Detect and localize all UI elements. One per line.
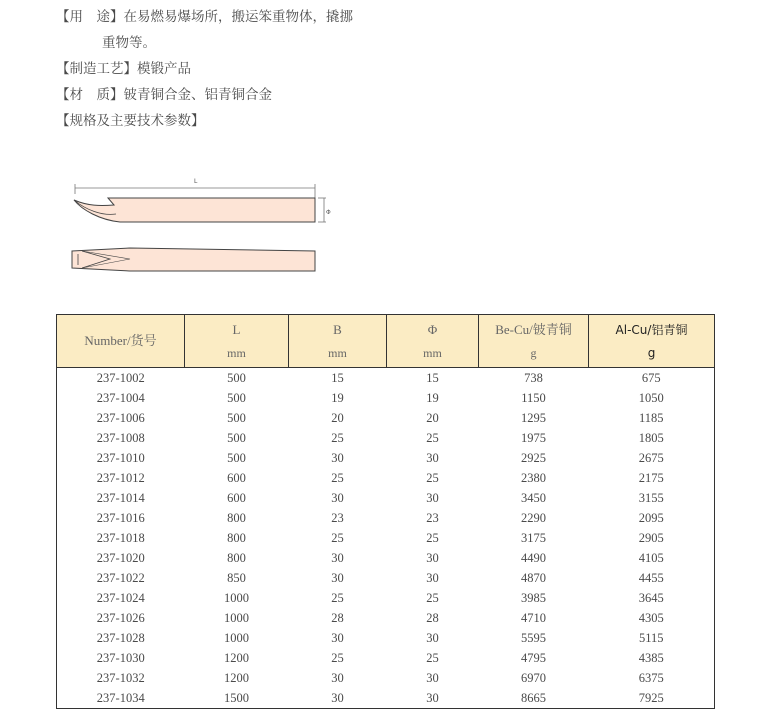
process-text: 模锻产品 [137,61,191,77]
table-row [57,648,715,668]
alcu-weight-cell: 1805 [589,428,715,448]
table-row [57,468,715,488]
spec-label: 【规格及主要技术参数】 [56,113,205,129]
b-cell: 28 [331,611,344,625]
diameter-cell: 19 [426,391,439,405]
product-intro [56,4,353,134]
usage-text-cont: 重物等。 [102,35,156,51]
diameter-label: Φ [326,209,331,216]
material-text: 铍青铜合金、铝青铜合金 [123,87,272,103]
b-cell: 25 [331,591,344,605]
crowbar-drawing [60,170,340,280]
b-cell: 25 [331,471,344,485]
alcu-weight-cell: 2095 [589,508,715,528]
table-row [57,408,715,428]
table-row [57,368,715,389]
spec-table [56,314,715,709]
becu-weight-cell: 6970 [521,671,546,685]
alcu-weight-cell: 6375 [589,668,715,688]
table-row [57,548,715,568]
number-cell: 237-1014 [57,488,185,508]
diameter-cell: 30 [426,631,439,645]
table-row [57,688,715,709]
number-cell: 237-1032 [57,668,185,688]
material-label: 【材 质】 [56,87,124,103]
number-cell: 237-1026 [57,608,185,628]
length-cell: 600 [227,491,246,505]
length-cell: 1200 [224,651,249,665]
process-label: 【制造工艺】 [56,61,137,77]
number-cell: 237-1018 [57,528,185,548]
b-cell: 30 [331,551,344,565]
table-row [57,608,715,628]
table-row [57,628,715,648]
length-cell: 600 [227,471,246,485]
diameter-cell: 25 [426,471,439,485]
becu-weight-cell: 2380 [521,471,546,485]
becu-weight-cell: 2290 [521,511,546,525]
length-cell: 800 [227,551,246,565]
alcu-weight-cell: 2905 [589,528,715,548]
number-cell: 237-1030 [57,648,185,668]
length-cell: 800 [227,511,246,525]
diameter-cell: 30 [426,571,439,585]
header-length: L mm [185,315,289,368]
number-cell: 237-1028 [57,628,185,648]
length-cell: 1000 [224,591,249,605]
b-cell: 30 [331,671,344,685]
table-row [57,388,715,408]
becu-weight-cell: 3985 [521,591,546,605]
table-row [57,568,715,588]
table-row [57,588,715,608]
length-cell: 800 [227,531,246,545]
number-cell: 237-1034 [57,688,185,709]
diameter-cell: 15 [426,371,439,385]
becu-weight-cell: 4710 [521,611,546,625]
header-diameter: Φ mm [387,315,479,368]
table-row [57,668,715,688]
b-cell: 30 [289,688,387,709]
table-row [57,528,715,548]
becu-weight-cell: 738 [524,371,543,385]
header-alcu: Al-Cu/铝青铜 g [589,315,715,368]
usage-line-cont [56,30,353,56]
table-row [57,428,715,448]
b-cell: 15 [331,371,344,385]
b-cell: 23 [331,511,344,525]
diameter-cell: 20 [426,411,439,425]
becu-weight-cell: 2925 [521,451,546,465]
process-line [56,56,353,82]
becu-weight-cell: 4490 [521,551,546,565]
alcu-weight-cell: 4105 [589,548,715,568]
header-becu: Be-Cu/铍青铜 g [479,315,589,368]
b-cell: 30 [331,631,344,645]
spec-line [56,108,353,134]
number-cell: 237-1024 [57,588,185,608]
alcu-weight-cell: 5115 [589,628,715,648]
b-cell: 25 [331,531,344,545]
alcu-weight-cell: 675 [589,368,715,389]
diameter-cell: 23 [426,511,439,525]
number-cell: 237-1010 [57,448,185,468]
number-cell: 237-1002 [57,368,185,389]
usage-text: 在易燃易爆场所，搬运笨重物体，撬挪 [123,9,353,25]
number-cell: 237-1016 [57,508,185,528]
length-cell: 850 [227,571,246,585]
diameter-cell: 30 [426,451,439,465]
diameter-cell: 28 [426,611,439,625]
length-cell: 1000 [224,611,249,625]
b-cell: 25 [331,651,344,665]
becu-weight-cell: 4795 [521,651,546,665]
crowbar-side-view [74,198,315,222]
diameter-cell: 30 [426,671,439,685]
usage-line [56,4,353,30]
becu-weight-cell: 1295 [521,411,546,425]
becu-weight-cell: 3450 [521,491,546,505]
diameter-cell: 30 [426,491,439,505]
diameter-cell: 25 [426,431,439,445]
number-cell: 237-1022 [57,568,185,588]
alcu-weight-cell: 3155 [589,488,715,508]
alcu-weight-cell: 7925 [589,688,715,709]
number-cell: 237-1012 [57,468,185,488]
becu-weight-cell: 5595 [521,631,546,645]
length-cell: 500 [227,371,246,385]
length-cell: 500 [227,451,246,465]
length-cell: 1500 [185,688,289,709]
alcu-weight-cell: 2175 [589,468,715,488]
b-cell: 30 [331,571,344,585]
number-cell: 237-1006 [57,408,185,428]
diameter-cell: 25 [426,651,439,665]
number-cell: 237-1020 [57,548,185,568]
diameter-cell: 25 [426,591,439,605]
header-number: Number/货号 [57,315,185,368]
b-cell: 20 [331,411,344,425]
material-line [56,82,353,108]
number-cell: 237-1004 [57,388,185,408]
becu-weight-cell: 3175 [521,531,546,545]
becu-weight-cell: 4870 [521,571,546,585]
table-row [57,488,715,508]
alcu-weight-cell: 4385 [589,648,715,668]
length-cell: 1200 [224,671,249,685]
becu-weight-cell: 1150 [521,391,546,405]
table-row [57,448,715,468]
b-cell: 30 [331,491,344,505]
b-cell: 30 [331,451,344,465]
diameter-cell: 30 [387,688,479,709]
becu-weight-cell: 1975 [521,431,546,445]
usage-label: 【用 途】 [56,9,124,25]
diameter-cell: 25 [426,531,439,545]
diameter-cell: 30 [426,551,439,565]
length-cell: 500 [227,391,246,405]
alcu-weight-cell: 4455 [589,568,715,588]
length-cell: 500 [227,411,246,425]
alcu-weight-cell: 1050 [589,388,715,408]
alcu-weight-cell: 2675 [589,448,715,468]
b-cell: 25 [331,431,344,445]
length-cell: 500 [227,431,246,445]
becu-weight-cell: 8665 [479,688,589,709]
alcu-weight-cell: 3645 [589,588,715,608]
number-cell: 237-1008 [57,428,185,448]
alcu-weight-cell: 1185 [589,408,715,428]
alcu-weight-cell: 4305 [589,608,715,628]
header-b: B mm [289,315,387,368]
table-header-row [57,315,715,368]
table-row [57,508,715,528]
b-cell: 19 [331,391,344,405]
length-cell: 1000 [224,631,249,645]
length-label: L [194,178,198,185]
